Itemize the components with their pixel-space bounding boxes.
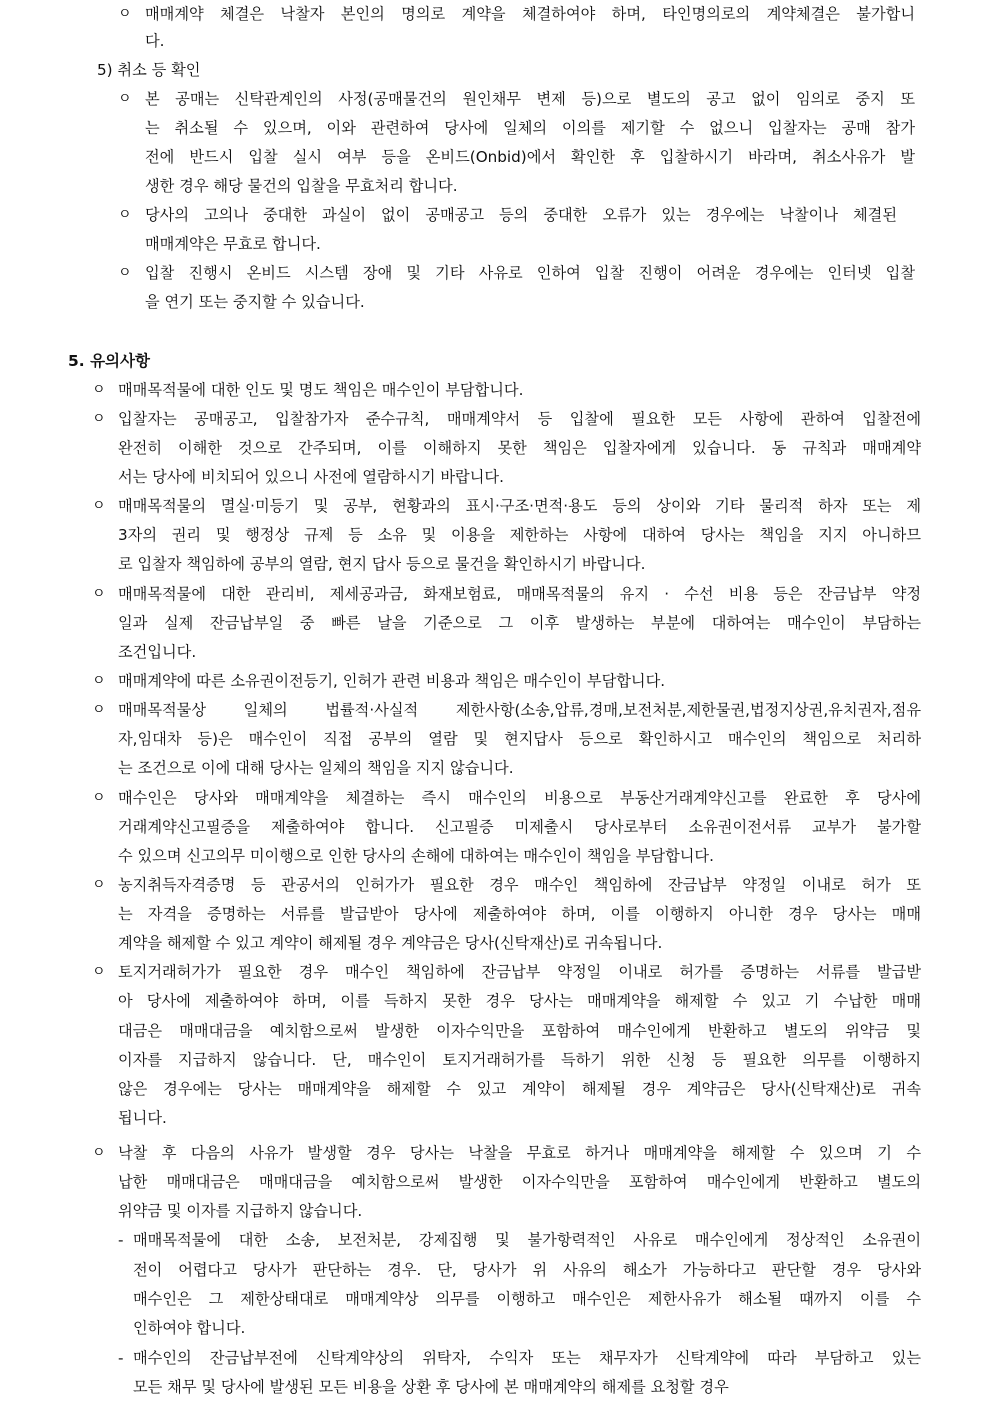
paragraph-line: 을 연기 또는 중지할 수 있습니다. (145, 293, 365, 311)
paragraph-line: 매매계약 체결은 낙찰자 본인의 명의로 계약을 체결하여야 하며, 타인명의로의 계약체결은 불가합니 (145, 5, 915, 23)
bullet-marker: ㅇ (118, 91, 132, 107)
paragraph-line: 는 취소될 수 있으며, 이와 관련하여 당사에 일체의 이의를 제기할 수 없으니 입찰자는 공매 참가 (145, 119, 915, 137)
paragraph-line: 매수인은 그 제한상태대로 매매계약상 의무를 이행하고 매수인은 제한사유가 해소될 때까지 이를 수 (133, 1290, 921, 1308)
paragraph-line: 는 조건으로 이에 대해 당사는 일체의 책임을 지지 않습니다. (118, 759, 514, 777)
bullet-marker: ㅇ (92, 964, 106, 980)
paragraph-line: 매수인의 잔금납부전에 신탁계약상의 위탁자, 수익자 또는 채무자가 신탁계약에 따라 부담하고 있는 (133, 1349, 921, 1367)
paragraph-line: 인하여야 합니다. (133, 1319, 246, 1337)
paragraph-line: 매매목적물에 대한 소송, 보전처분, 강제집행 및 불가항력적인 사유로 매수인에게 정상적인 소유권이 (133, 1231, 921, 1249)
paragraph-line: 대금은 매매대금을 예치함으로써 발생한 이자수익만을 포함하여 매수인에게 반환하고 별도의 위약금 및 (118, 1022, 921, 1040)
bullet-marker: ㅇ (118, 265, 132, 281)
bullet-marker: ㅇ (92, 790, 106, 806)
paragraph-line: 전이 어렵다고 당사가 판단하는 경우. 단, 당사가 위 사유의 해소가 가능하다고 판단할 경우 당사와 (133, 1261, 921, 1279)
bullet-marker: ㅇ (92, 877, 106, 893)
bullet-marker: ㅇ (92, 702, 106, 718)
paragraph-line: 위약금 및 이자를 지급하지 않습니다. (118, 1202, 363, 1220)
paragraph-line: 모든 채무 및 당사에 발생된 모든 비용을 상환 후 당사에 본 매매계약의 해제를 요청할 경우 (133, 1378, 729, 1396)
paragraph-line: 입찰 진행시 온비드 시스템 장애 및 기타 사유로 인하여 입찰 진행이 어려운 경우에는 인터넷 입찰 (145, 264, 915, 282)
paragraph-line: 거래계약신고필증을 제출하여야 합니다. 신고필증 미제출시 당사로부터 소유권이전서류 교부가 불가할 (118, 818, 921, 836)
paragraph-line: 됩니다. (118, 1109, 167, 1127)
paragraph-line: 조건입니다. (118, 643, 197, 661)
paragraph-line: 매매계약은 무효로 합니다. (145, 235, 321, 253)
paragraph-line: 낙찰 후 다음의 사유가 발생할 경우 당사는 낙찰을 무효로 하거나 매매계약을 해제할 수 있으며 기 수 (118, 1144, 921, 1162)
paragraph-line: 입찰자는 공매공고, 입찰참가자 준수규칙, 매매계약서 등 입찰에 필요한 모든 사항에 관하여 입찰전에 (118, 410, 921, 428)
paragraph-line: 완전히 이해한 것으로 간주되며, 이를 이해하지 못한 책임은 입찰자에게 있습니다. 동 규칙과 매매계약 (118, 439, 921, 457)
paragraph-line: 당사의 고의나 중대한 과실이 없이 공매공고 등의 중대한 오류가 있는 경우에는 낙찰이나 체결된 (145, 206, 897, 224)
paragraph-line: 농지취득자격증명 등 관공서의 인허가가 필요한 경우 매수인 책임하에 잔금납부 약정일 이내로 허가 또 (118, 876, 921, 894)
bullet-marker: ㅇ (92, 1145, 106, 1161)
section-subtitle: 5) 취소 등 확인 (97, 61, 201, 79)
paragraph-line: 는 자격을 증명하는 서류를 발급받아 당사에 제출하여야 하며, 이를 이행하지 아니한 경우 당사는 매매 (118, 905, 921, 923)
dash-marker: - (118, 1231, 124, 1249)
paragraph-line: 계약을 해제할 수 있고 계약이 해제될 경우 계약금은 당사(신탁재산)로 귀속됩니다. (118, 934, 663, 952)
paragraph-line: 매매목적물에 대한 인도 및 명도 책임은 매수인이 부담합니다. (118, 381, 524, 399)
paragraph-line: 토지거래허가가 필요한 경우 매수인 책임하에 잔금납부 약정일 이내로 허가를 증명하는 서류를 발급받 (118, 963, 921, 981)
paragraph-line: 아 당사에 제출하여야 하며, 이를 득하지 못한 경우 당사는 매매계약을 해제할 수 있고 기 수납한 매매 (118, 992, 921, 1010)
bullet-marker: ㅇ (92, 673, 106, 689)
paragraph-line: 않은 경우에는 당사는 매매계약을 해제할 수 있고 계약이 해제될 경우 계약금은 당사(신탁재산)로 귀속 (118, 1080, 921, 1098)
paragraph-line: 다. (145, 32, 165, 50)
paragraph-line: 서는 당사에 비치되어 있으니 사전에 열람하시기 바랍니다. (118, 468, 504, 486)
bullet-marker: ㅇ (118, 207, 132, 223)
paragraph-line: 전에 반드시 입찰 실시 여부 등을 온비드(Onbid)에서 확인한 후 입찰하시기 바라며, 취소사유가 발 (145, 148, 915, 166)
paragraph-line: 매매목적물의 멸실·미등기 및 공부, 현황과의 표시·구조·면적·용도 등의 상이와 기타 물리적 하자 또는 제 (118, 497, 921, 515)
paragraph-line: 납한 매매대금은 매매대금을 예치함으로써 발생한 이자수익만을 포함하여 매수인에게 반환하고 별도의 (118, 1173, 921, 1191)
paragraph-line: 본 공매는 신탁관계인의 사정(공매물건의 원인채무 변제 등)으로 별도의 공고 없이 임의로 중지 또 (145, 90, 915, 108)
section-heading: 5. 유의사항 (68, 352, 150, 370)
paragraph-line: 매매목적물에 대한 관리비, 제세공과금, 화재보험료, 매매목적물의 유지 · 수선 비용 등은 잔금납부 약정 (118, 585, 921, 603)
bullet-marker: ㅇ (92, 382, 106, 398)
paragraph-line: 수 있으며 신고의무 미이행으로 인한 당사의 손해에 대하여는 매수인이 책임을 부담합니다. (118, 847, 714, 865)
dash-marker: - (118, 1349, 124, 1367)
paragraph-line: 매매목적물상 일체의 법률적·사실적 제한사항(소송,압류,경매,보전처분,제한물권,법정지상권,유치권자,점유 (118, 701, 921, 719)
bullet-marker: ㅇ (118, 6, 132, 22)
paragraph-line: 생한 경우 해당 물건의 입찰을 무효처리 합니다. (145, 177, 458, 195)
paragraph-line: 일과 실제 잔금납부일 중 빠른 날을 기준으로 그 이후 발생하는 부분에 대하여는 매수인이 부담하는 (118, 614, 921, 632)
bullet-marker: ㅇ (92, 586, 106, 602)
paragraph-line: 자,임대차 등)은 매수인이 직접 공부의 열람 및 현지답사 등으로 확인하시고 매수인의 책임으로 처리하 (118, 730, 921, 748)
bullet-marker: ㅇ (92, 498, 106, 514)
bullet-marker: ㅇ (92, 411, 106, 427)
paragraph-line: 이자를 지급하지 않습니다. 단, 매수인이 토지거래허가를 득하기 위한 신청 등 필요한 의무를 이행하지 (118, 1051, 921, 1069)
paragraph-line: 3자의 권리 및 행정상 규제 등 소유 및 이용을 제한하는 사항에 대하여 당사는 책임을 지지 아니하므 (118, 526, 921, 544)
paragraph-line: 로 입찰자 책임하에 공부의 열람, 현지 답사 등으로 물건을 확인하시기 바랍니다. (118, 555, 646, 573)
paragraph-line: 매매계약에 따른 소유권이전등기, 인허가 관련 비용과 책임은 매수인이 부담합니다. (118, 672, 666, 690)
paragraph-line: 매수인은 당사와 매매계약을 체결하는 즉시 매수인의 비용으로 부동산거래계약신고를 완료한 후 당사에 (118, 789, 921, 807)
